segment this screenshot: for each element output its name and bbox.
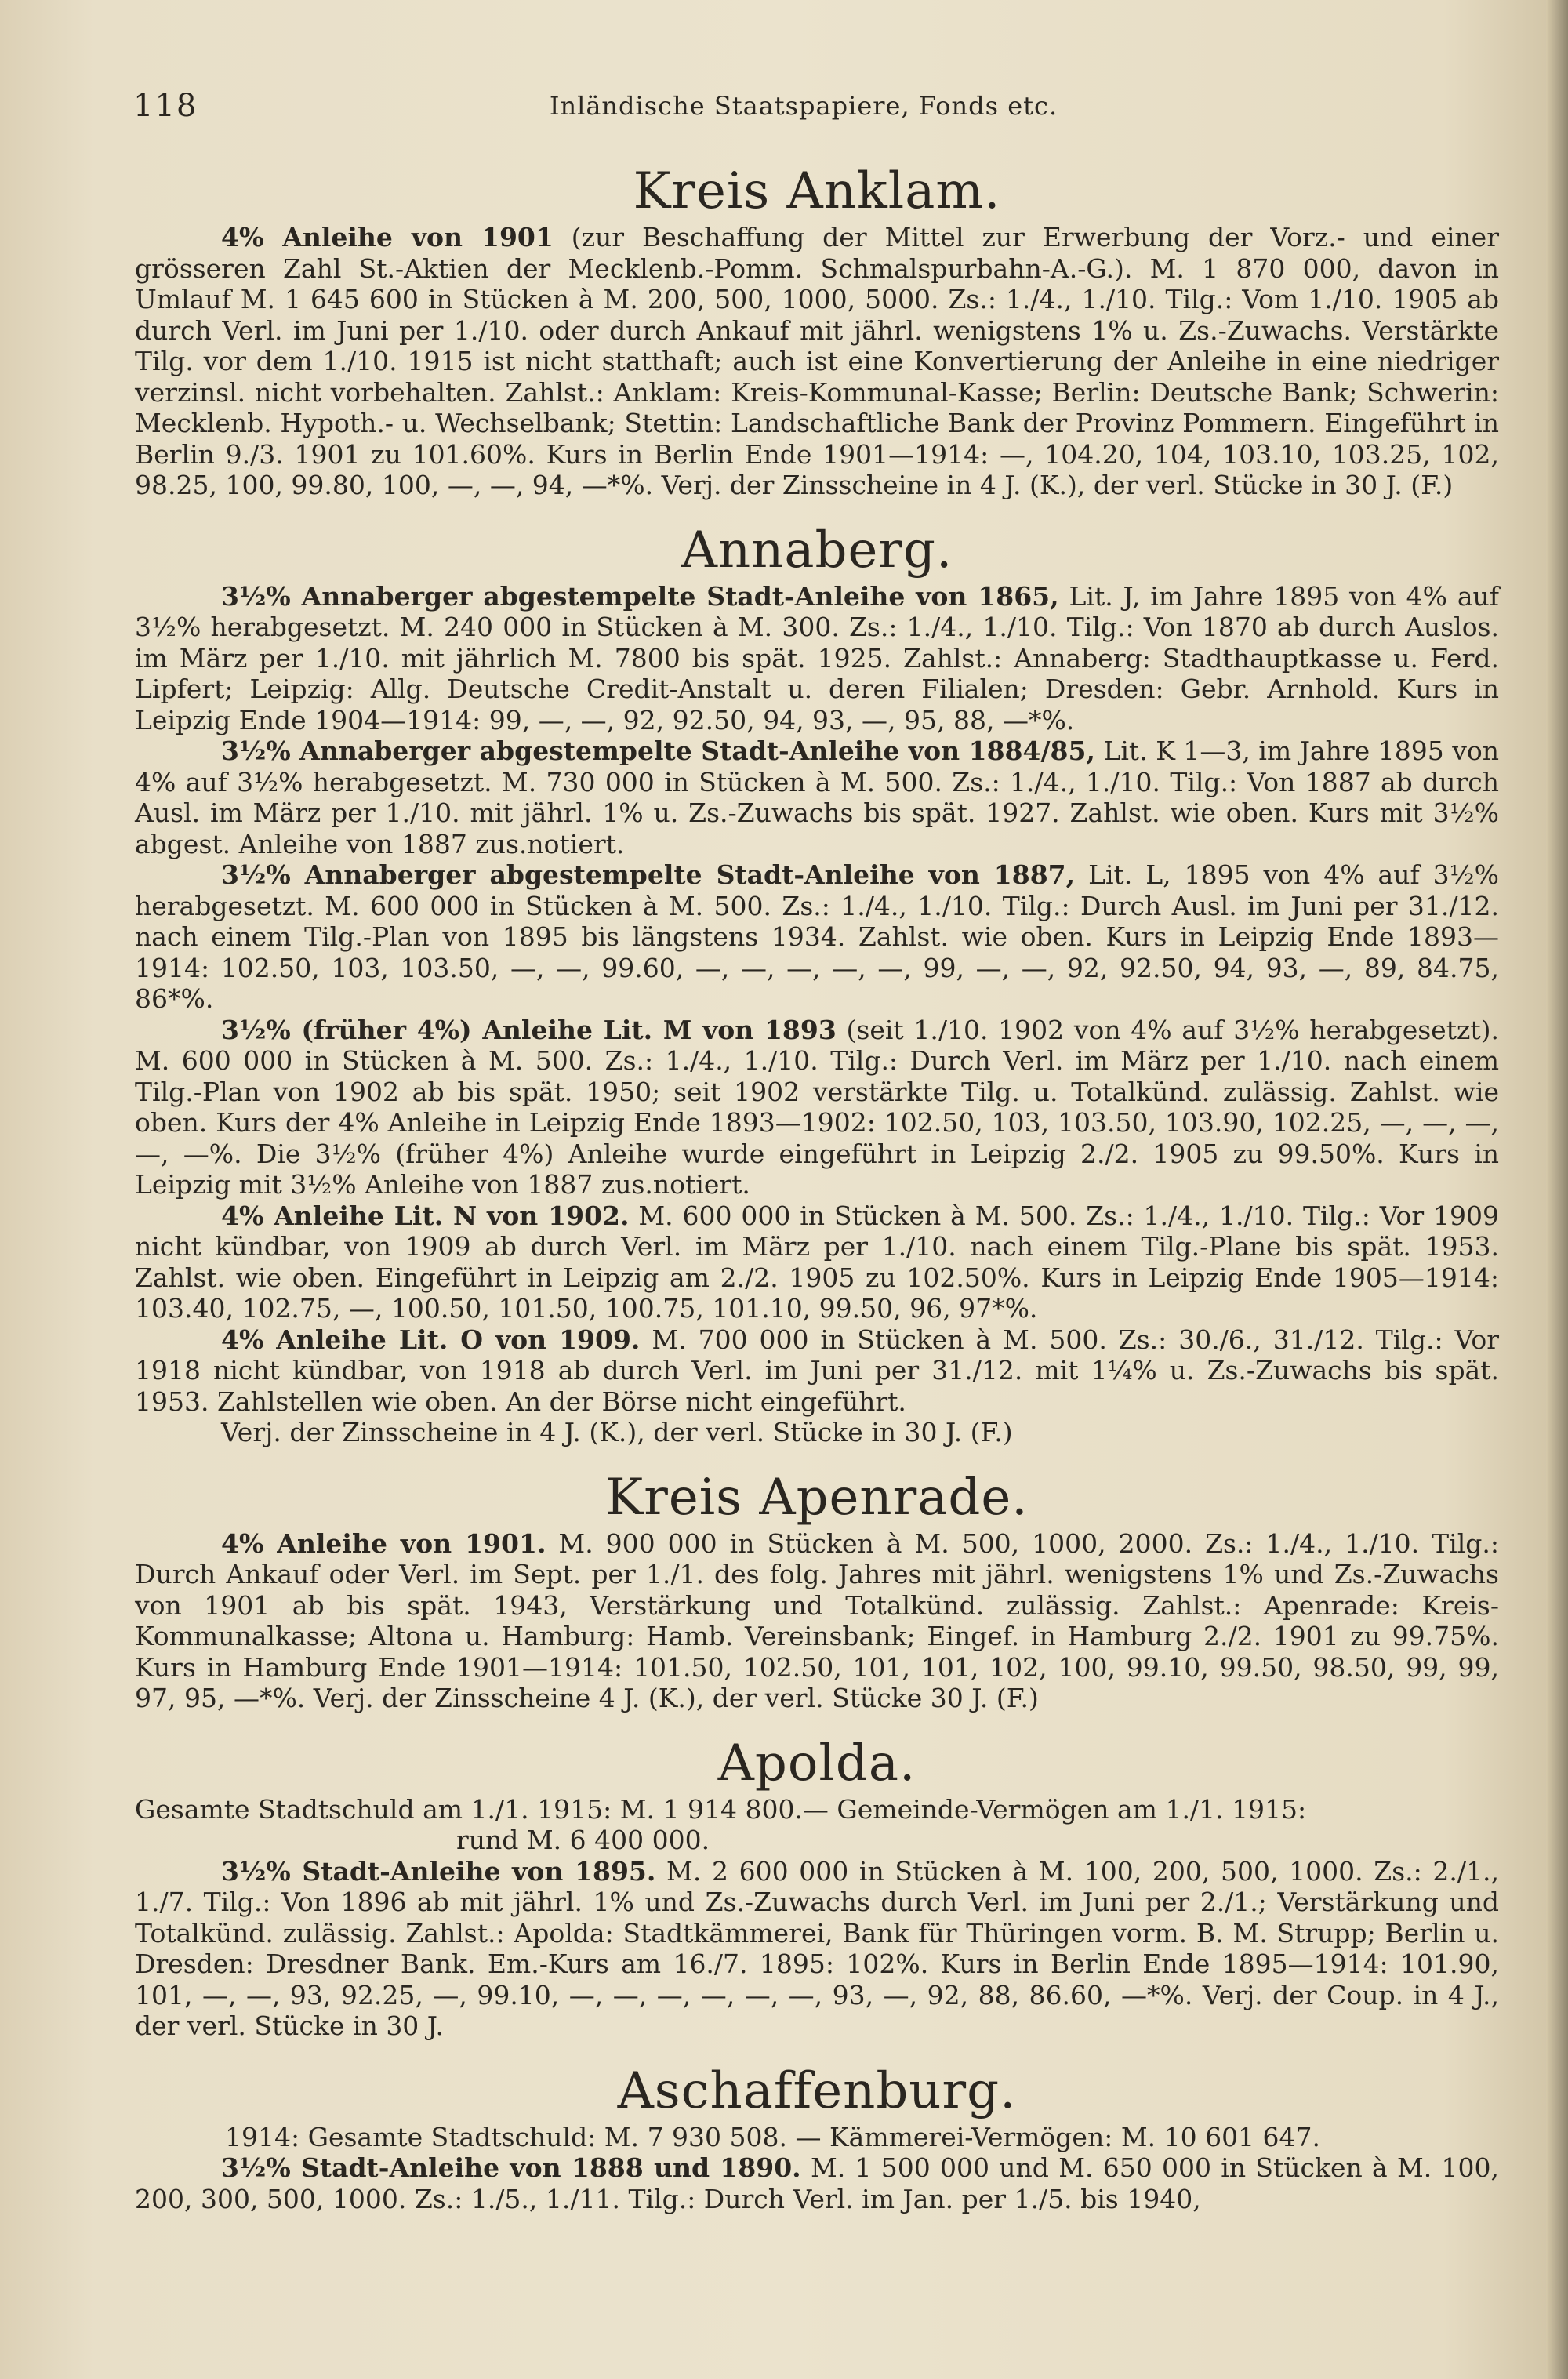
page-body <box>135 161 1499 2214</box>
section-title-aschaffenburg: Aschaffenburg. <box>617 2061 1017 2120</box>
entry-text: M. 600 000 in Stücken à M. 500. Zs.: 1./4., 1./10. Tilg.: Vor 1909 nicht kündbar, von 1909 ab durch Verl. im März per 1./10. nach einem Tilg.-Plane bis spät. 1953. Zahlst. wie oben. Eingeführt in Leipzig am 2./2. 1905 zu 102.50%. Kurs in Leipzig Ende 1905—1914: 103.40, 102.75, —, 100.50, 101.50, 100.75, 101.10, 99.50, 96, 97*%. <box>135 1200 1499 1324</box>
entry-annaberg-lit-m-1893 <box>135 1015 1499 1200</box>
entry-lead: 3½% Stadt-Anleihe von 1888 und 1890. <box>221 2152 801 2183</box>
entry-text: Lit. K 1—3, im Jahre 1895 von 4% auf 3½% herabgesetzt. M. 730 000 in Stücken à M. 500. Zs.: 1./4., 1./10. Tilg.: Von 1887 ab durch Ausl. im März per 1./10. mit jährl. 1% u. Zs.-Zuwachs bis spät. 1927. Zahlst. wie oben. Kurs mit 3½% abgest. Anleihe von 1887 zus.notiert. <box>135 735 1499 859</box>
entry-lead: 3½% Annaberger abgestempelte Stadt-Anleihe von 1887, <box>221 859 1076 890</box>
entry-text: Lit. J, im Jahre 1895 von 4% auf 3½% herabgesetzt. M. 240 000 in Stücken à M. 300. Zs.: 1./4., 1./10. Tilg.: Von 1870 ab durch Auslos. im März per 1./10. mit jährlich M. 7800 bis spät. 1925. Zahlst.: Annaberg: Stadthauptkasse u. Ferd. Lipfert; Leipzig: Allg. Deutsche Credit-Anstalt u. deren Filialen; Dresden: Gebr. Arnhold. Kurs in Leipzig Ende 1904—1914: 99, —, —, 92, 92.50, 94, 93, —, 95, 88, —*%. <box>135 580 1499 735</box>
entry-annaberg-1865 <box>135 581 1499 736</box>
entry-aschaffenburg-1888-1890 <box>135 2152 1499 2214</box>
aschaffenburg-debt-line: 1914: Gesamte Stadtschuld: M. 7 930 508. — Kämmerei-Vermögen: M. 10 601 647. <box>225 2121 1321 2152</box>
apolda-debt-line: Gesamte Stadtschuld am 1./1. 1915: M. 1 914 800.— Gemeinde-Vermögen am 1./1. 1915: <box>135 1793 1307 1825</box>
apolda-debt-line-2: rund M. 6 400 000. <box>456 1825 710 1855</box>
entry-text: Verj. der Zinsscheine in 4 J. (K.), der verl. Stücke in 30 J. (F.) <box>221 1417 1013 1447</box>
entry-lead: 3½% Annaberger abgestempelte Stadt-Anleihe von 1884/85, <box>221 735 1095 766</box>
entry-text: (seit 1./10. 1902 von 4% auf 3½% herabgesetzt). M. 600 000 in Stücken à M. 500. Zs.: 1./4., 1./10. Tilg.: Durch Verl. im März per 1./10. nach einem Tilg.-Plan von 1902 ab bis spät. 1950; seit 1902 verstärkte Tilg. u. Totalkünd. zulässig. Zahlst. wie oben. Kurs der 4% Anleihe in Leipzig Ende 1893—1902: 102.50, 103, 103.50, 103.90, 102.25, —, —, —, —, —%. Die 3½% (früher 4%) Anleihe wurde eingeführt in Leipzig 2./2. 1905 zu 99.50%. Kurs in Leipzig mit 3½% Anleihe von 1887 zus.notiert. <box>135 1014 1499 1200</box>
entry-lead: 3½% Annaberger abgestempelte Stadt-Anleihe von 1865, <box>221 580 1059 612</box>
entry-annaberg-verjaehrung <box>135 1417 1499 1448</box>
entry-anklam-1901 <box>135 222 1499 501</box>
entry-text: M. 1 500 000 und M. 650 000 in Stücken à M. 100, 200, 300, 500, 1000. Zs.: 1./5., 1./11. Tilg.: Durch Verl. im Jan. per 1./5. bis 1940, <box>135 2152 1499 2214</box>
running-head: Inländische Staatspapiere, Fonds etc. <box>549 91 1058 121</box>
section-title-anklam: Kreis Anklam. <box>633 162 1001 220</box>
entry-text: M. 900 000 in Stücken à M. 500, 1000, 2000. Zs.: 1./4., 1./10. Tilg.: Durch Ankauf oder Verl. im Sept. per 1./1. des folg. Jahres mit jährl. wenigstens 1% und Zs.-Zuwachs von 1901 ab bis spät. 1943, Verstärkung und Totalkünd. zulässig. Zahlst.: Apenrade: Kreis-Kommunalkasse; Altona u. Hamburg: Hamb. Vereinsbank; Eingef. in Hamburg 2./2. 1901 zu 99.75%. Kurs in Hamburg Ende 1901—1914: 101.50, 102.50, 101, 101, 102, 100, 99.10, 99.50, 98.50, 99, 99, 97, 95, —*%. Verj. der Zinsscheine 4 J. (K.), der verl. Stücke 30 J. (F.) <box>135 1527 1499 1713</box>
section-title-apolda: Apolda. <box>717 1734 916 1792</box>
entry-lead: 4% Anleihe von 1901 <box>221 222 554 252</box>
entry-annaberg-lit-n-1902 <box>135 1200 1499 1324</box>
page-spine-shadow <box>1546 0 1568 2379</box>
entry-annaberg-lit-o-1909 <box>135 1324 1499 1418</box>
page-header <box>133 88 1474 127</box>
entry-text: M. 2 600 000 in Stücken à M. 100, 200, 500, 1000. Zs.: 2./1., 1./7. Tilg.: Von 1896 ab mit jährl. 1% und Zs.-Zuwachs durch Verl. im Juni per 2./1.; Verstärkung und Totalkünd. zulässig. Zahlst.: Apolda: Stadtkämmerei, Bank für Thüringen vorm. B. M. Strupp; Berlin u. Dresden: Dresdner Bank. Em.-Kurs am 16./7. 1895: 102%. Kurs in Berlin Ende 1895—1914: 101.90, 101, —, —, 93, 92.25, —, 99.10, —, —, —, —, —, —, 93, —, 92, 88, 86.60, —*%. Verj. der Coup. in 4 J., der verl. Stücke in 30 J. <box>135 1855 1499 2041</box>
entry-text: (zur Beschaffung der Mittel zur Erwerbung der Vorz.- und einer grösseren Zahl St.-Aktien der Mecklenb.-Pomm. Schmalspurbahn-A.-G.). M. 1 870 000, davon in Umlauf M. 1 645 600 in Stücken à M. 200, 500, 1000, 5000. Zs.: 1./4., 1./10. Tilg.: Vom 1./10. 1905 ab durch Verl. im Juni per 1./10. oder durch Ankauf mit jährl. wenigstens 1% u. Zs.-Zuwachs. Verstärkte Tilg. vor dem 1./10. 1915 ist nicht statthaft; auch ist eine Konvertierung der Anleihe in eine niedriger verzinsl. nicht vorbehalten. Zahlst.: Anklam: Kreis-Kommunal-Kasse; Berlin: Deutsche Bank; Schwerin: Mecklenb. Hypoth.- u. Wechselbank; Stettin: Landschaftliche Bank der Provinz Pommern. Eingeführt in Berlin 9./3. 1901 zu 101.60%. Kurs in Berlin Ende 1901—1914: —, 104.20, 104, 103.10, 103.25, 102, 98.25, 100, 99.80, 100, —, —, 94, —*%. Verj. der Zinsscheine in 4 J. (K.), der verl. Stücke in 30 J. (F.) <box>135 222 1499 500</box>
entry-annaberg-1884-85 <box>135 735 1499 859</box>
entry-text: M. 700 000 in Stücken à M. 500. Zs.: 30./6., 31./12. Tilg.: Vor 1918 nicht kündbar, von 1918 ab durch Verl. im Juni per 31./12. mit 1¼% u. Zs.-Zuwachs bis spät. 1953. Zahlstellen wie oben. An der Börse nicht eingeführt. <box>135 1324 1499 1417</box>
entry-lead: 4% Anleihe Lit. N von 1902. <box>221 1200 630 1231</box>
entry-text: Lit. L, 1895 von 4% auf 3½% herabgesetzt. M. 600 000 in Stücken à M. 500. Zs.: 1./4., 1./10. Tilg.: Durch Ausl. im Juni per 31./12. nach einem Tilg.-Plan von 1895 bis längstens 1934. Zahlst. wie oben. Kurs in Leipzig Ende 1893—1914: 102.50, 103, 103.50, —, —, 99.60, —, —, —, —, —, 99, —, —, 92, 92.50, 94, 93, —, 89, 84.75, 86*%. <box>135 859 1499 1014</box>
section-title-annaberg: Annaberg. <box>681 521 953 579</box>
entry-apenrade-1901 <box>135 1528 1499 1714</box>
section-title-apenrade: Kreis Apenrade. <box>605 1468 1029 1527</box>
entry-lead: 3½% Stadt-Anleihe von 1895. <box>221 1855 656 1887</box>
entry-lead: 4% Anleihe von 1901. <box>221 1527 546 1559</box>
entry-apolda-1895 <box>135 1856 1499 2042</box>
entry-lead: 3½% (früher 4%) Anleihe Lit. M von 1893 <box>221 1014 837 1045</box>
entry-lead: 4% Anleihe Lit. O von 1909. <box>221 1324 641 1355</box>
entry-annaberg-1887 <box>135 859 1499 1015</box>
page-number: 118 <box>133 88 198 124</box>
